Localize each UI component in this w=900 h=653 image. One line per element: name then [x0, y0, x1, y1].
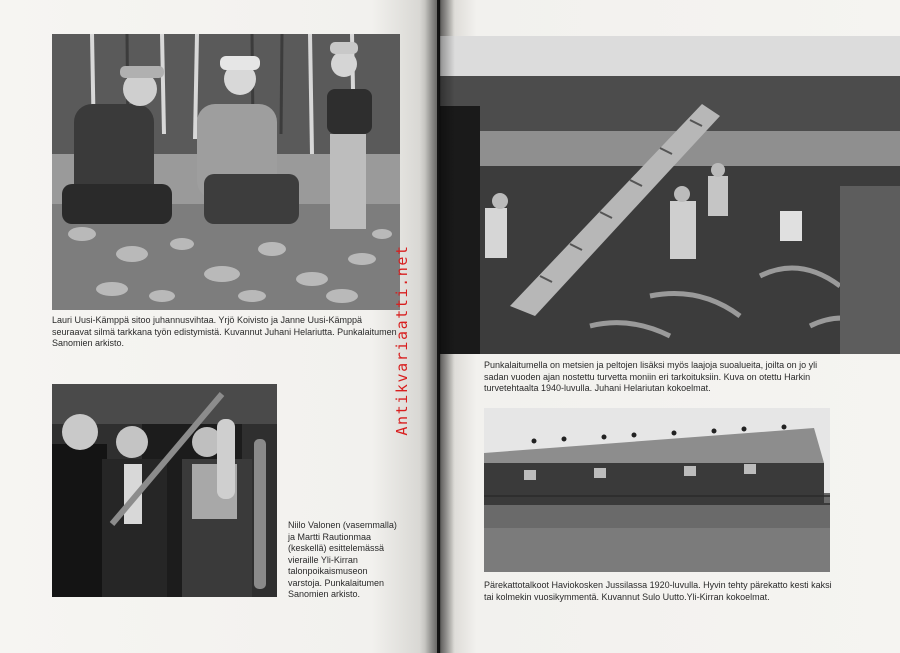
watermark-text: Antikvariaatti.net	[393, 244, 411, 436]
caption-roofing-bee: Pärekattotalkoot Haviokosken Jussilassa 1920-luvulla. Hyvin tehty pärekatto kesti kaksi tai kolmekin vuosikymmentä. Kuvannut Sulo Uutto.Yli-Kirran kokoelmat.	[484, 580, 832, 602]
photo-museum-yoke	[52, 384, 277, 597]
left-page	[0, 0, 437, 653]
photo-peat-bog	[440, 36, 900, 354]
caption-museum-yoke: Niilo Valonen (vasemmalla) ja Martti Rautionmaa (keskellä) esittelemässä vieraille Yli-Kirran talonpoikaismuseon varstoja. Punkalaitumen Sanomien arkisto.	[288, 520, 397, 599]
photo-roofing-bee	[484, 408, 830, 572]
right-page	[440, 0, 900, 653]
caption-peat-bog: Punkalaitumella on metsien ja peltojen lisäksi myös laajoja suoalueita, joilta on jo yli sadan vuoden ajan nostettu turvetta moniin eri tarkoituksiin. Kuva on otettu Harkin turvetehtaalta 1940-luvulla. Juhani Helariutan kokoelmat.	[484, 360, 818, 393]
book-spine	[425, 0, 455, 653]
caption-birch-whisks: Lauri Uusi-Kämppä sitoo juhannusvihtaa. Yrjö Koivisto ja Janne Uusi-Kämppä seuraavat silmä tarkkana työn edistymistä. Kuvannut Juhani Helariutta. Punkalaitumen Sanomien arkisto.	[52, 315, 397, 348]
watermark	[392, 245, 412, 435]
photo-birch-whisks	[52, 34, 400, 310]
